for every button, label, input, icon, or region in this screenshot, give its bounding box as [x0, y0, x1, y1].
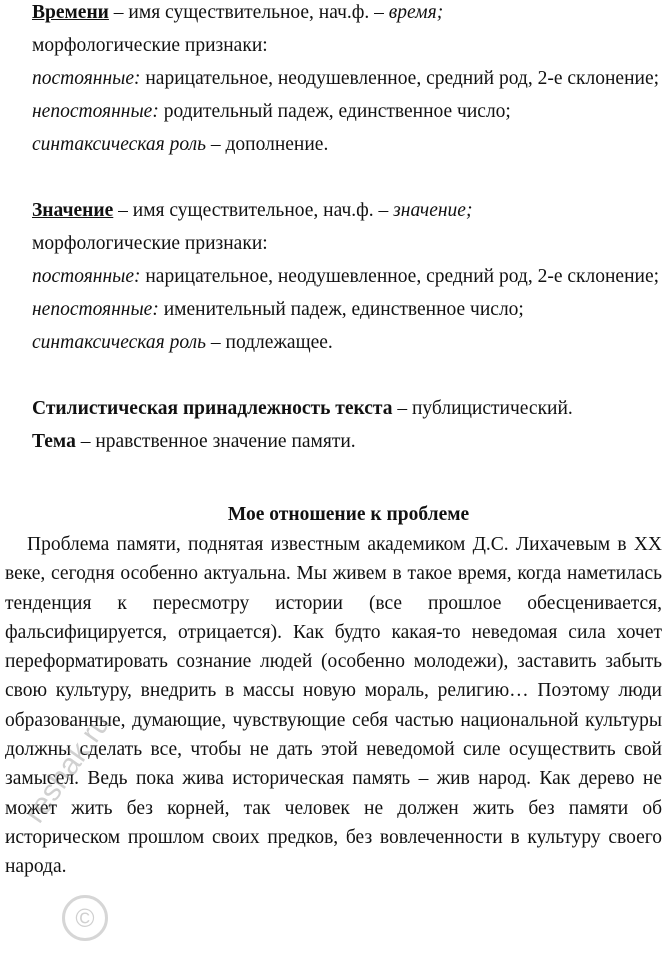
style-label: Стилистическая принадлежность текста [32, 398, 393, 419]
copyright-icon: © [62, 895, 108, 941]
analyzed-word: Значение [32, 200, 114, 221]
syntax-role [5, 328, 662, 358]
section-heading: Мое отношение к проблеме [227, 504, 470, 525]
word-analysis-1 [5, 0, 662, 160]
syntax-label: синтаксическая роль [32, 332, 207, 353]
text-style [5, 394, 662, 424]
syntax-text: – подлежащее. [206, 332, 333, 353]
syntax-label: синтаксическая роль [32, 134, 207, 155]
analysis-heading [5, 0, 662, 28]
text-theme [5, 427, 662, 457]
variable-features [5, 295, 662, 325]
analysis-pos: – имя существительное, нач.ф. – [113, 200, 394, 221]
opinion-paragraph: Проблема памяти, поднятая известным академиком Д.С. Лихачевым в XX веке, сегодня особенно актуальна. Мы живем в такое время, когда наметилась тенденция к пересмотру истории (все прошлое обесценивается, фальсифицируется, отрицается). Как будто какая-то неведомая сила хочет переформатировать сознание людей (особенно молодежи), заставить забыть свою культуру, внедрить в массы новую мораль, религию… Поэтому люди образованные, думающие, чувствующие себя частью национальной культуры должны сделать все, чтобы не дать этой неведомой силе осуществить свой замысел. Ведь пока жива историческая память – жив народ. Как дерево не может жить без корней, так человек не должен жить без памяти об историческом прошлом своих предков, без вовлеченности в культуру своего народа. [5, 534, 662, 878]
constant-label: постоянные: [32, 68, 141, 89]
analysis-heading [5, 196, 662, 226]
initial-form: значение; [393, 200, 473, 221]
constant-features [5, 262, 662, 292]
spacer [5, 460, 662, 500]
variable-features [5, 97, 662, 127]
watermark-text: reshak.ru [18, 707, 117, 829]
document-page [5, 0, 662, 882]
initial-form: время; [388, 2, 444, 23]
constant-label: постоянные: [32, 266, 141, 287]
style-value: – публицистический. [392, 398, 573, 419]
syntax-text: – дополнение. [206, 134, 329, 155]
morph-label: морфологические признаки: [32, 35, 268, 56]
spacer [5, 361, 662, 394]
spacer [5, 163, 662, 196]
theme-label: Тема [32, 431, 76, 452]
constant-features [5, 64, 662, 94]
analysis-pos: – имя существительное, нач.ф. – [108, 2, 389, 23]
morph-label: морфологические признаки: [32, 233, 268, 254]
syntax-role [5, 130, 662, 160]
variable-text: именительный падеж, единственное число; [158, 299, 524, 320]
theme-value: – нравственное значение памяти. [75, 431, 356, 452]
variable-label: непостоянные: [32, 101, 159, 122]
constant-text: нарицательное, неодушевленное, средний род, 2-е склонение; [140, 68, 660, 89]
variable-text: родительный падеж, единственное число; [158, 101, 511, 122]
word-analysis-2 [5, 196, 662, 358]
analyzed-word: Времени [32, 2, 109, 23]
opinion-body [5, 530, 662, 882]
variable-label: непостоянные: [32, 299, 159, 320]
constant-text: нарицательное, неодушевленное, средний род, 2-е склонение; [140, 266, 660, 287]
